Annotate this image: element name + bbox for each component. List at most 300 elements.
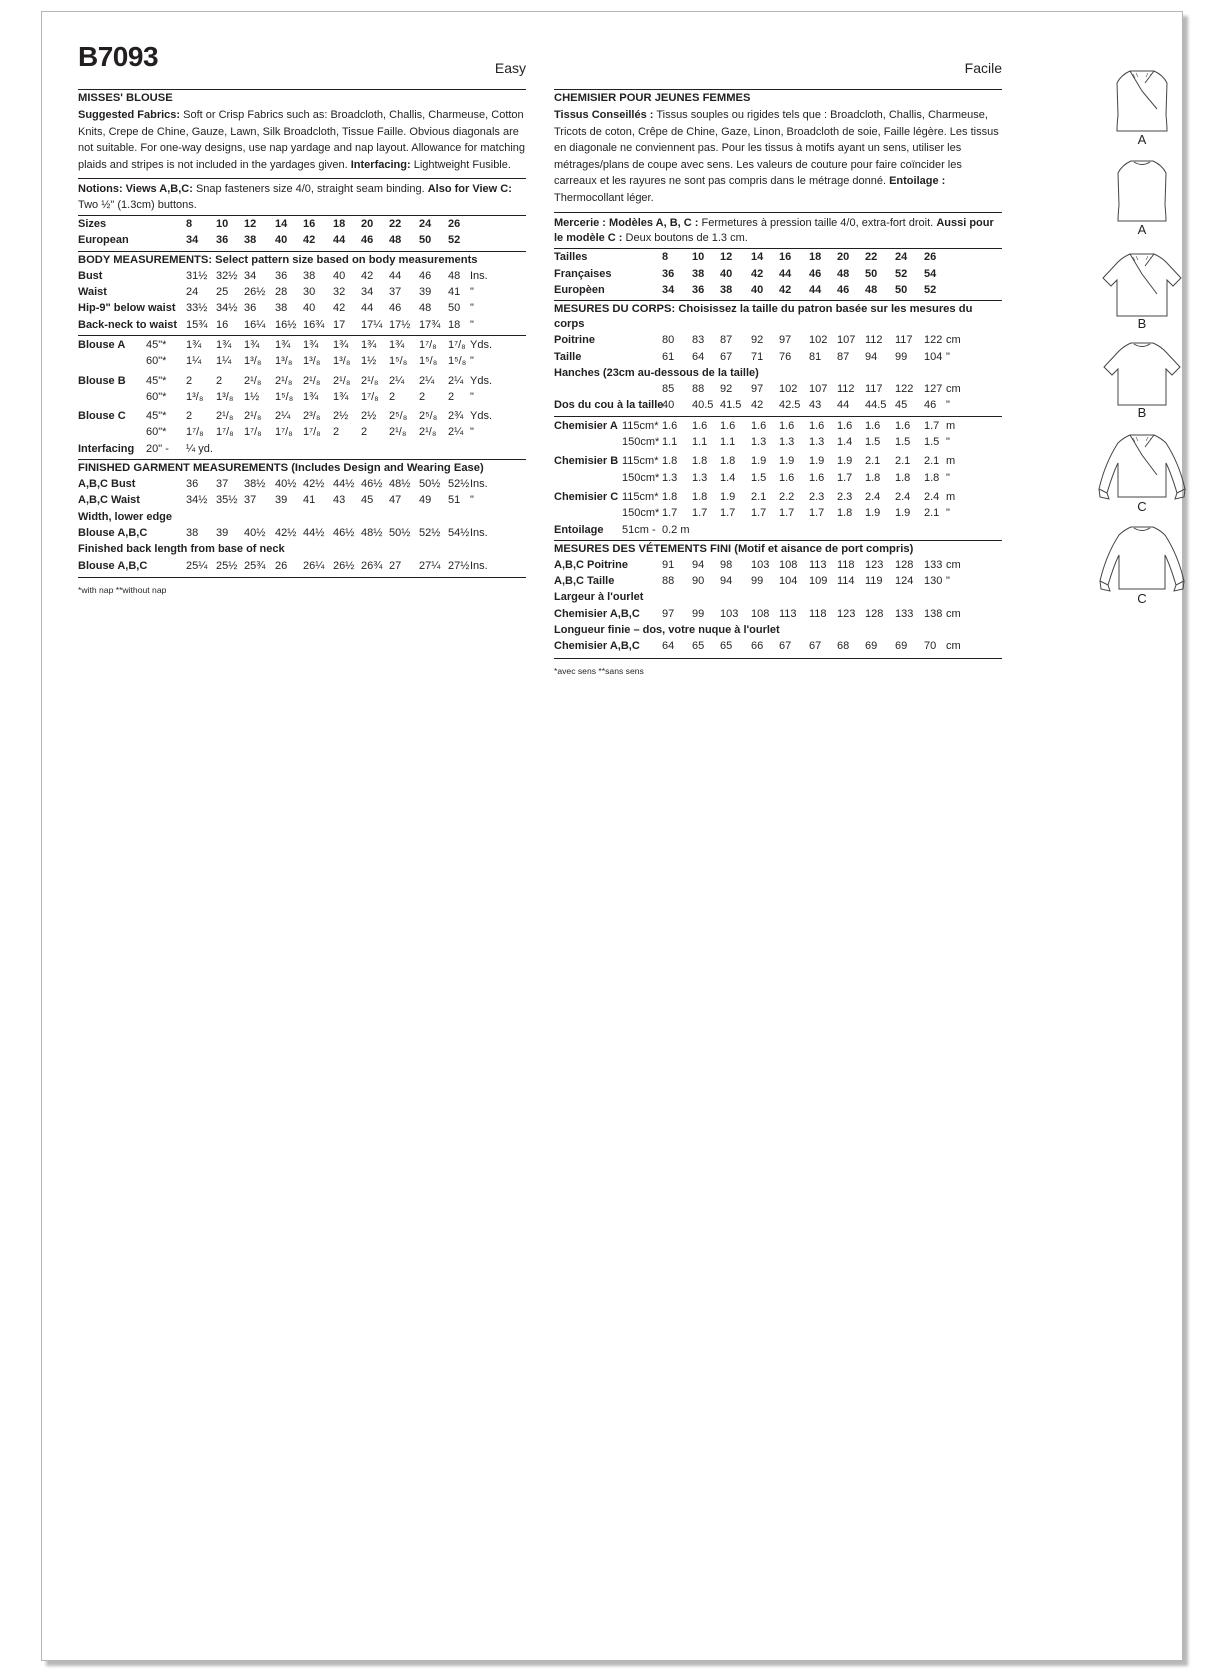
row-label: Largeur à l'ourlet [554, 591, 644, 604]
unit: Ins. [470, 269, 488, 282]
cell-value: 1.3 [662, 471, 678, 484]
cell-value: 8 [662, 251, 669, 264]
unit: Yds. [470, 410, 493, 423]
unit: Ins. [470, 559, 488, 572]
unit: m [946, 490, 956, 503]
blouse-back-short-sleeve-icon [1087, 341, 1197, 411]
cell-value: 42 [751, 399, 764, 412]
english-tables [78, 216, 526, 577]
cell-value: 52 [924, 283, 937, 296]
cell-value: 1.7 [924, 419, 940, 432]
cell-value: 1³/₈ [244, 355, 262, 368]
cell-value: 26¾ [361, 559, 383, 572]
cell-value: 67 [809, 640, 822, 653]
cell-value: 1³/₈ [303, 355, 321, 368]
cell-value: 1⁵/₈ [448, 355, 467, 368]
cell-value: 1.7 [809, 507, 825, 520]
row-label: Chemisier A [554, 419, 618, 432]
view-label: C [1137, 499, 1147, 514]
cell-value: 38 [303, 269, 316, 282]
cell-value: 46½ [333, 526, 355, 539]
cell-value: 80 [662, 334, 675, 347]
backneck-row [554, 397, 1002, 413]
cell-value: 1.7 [751, 507, 767, 520]
cell-value: 25 [216, 286, 229, 299]
cell-value: 1.6 [865, 419, 881, 432]
cell-value: 52½ [448, 478, 470, 491]
cell-value: 20 [361, 218, 374, 231]
cell-value: 1.1 [692, 436, 708, 449]
cell-value: 92 [720, 383, 733, 396]
view-label: A [1137, 132, 1147, 147]
cell-value: 16 [779, 251, 792, 264]
cell-value: 65 [692, 640, 705, 653]
cell-value: 2.1 [751, 490, 767, 503]
yardage-row [554, 434, 1002, 450]
cell-value: 1⁷/₈ [419, 338, 437, 351]
cell-value: 1.3 [692, 471, 708, 484]
cell-value: 25¾ [244, 559, 266, 572]
interfacing-row [554, 522, 1002, 538]
cell-value: 46 [837, 283, 850, 296]
cell-value: 1.6 [837, 419, 853, 432]
cell-value: 2¼ [448, 426, 464, 439]
cell-value: 2 [186, 410, 193, 423]
cell-value: 25¼ [186, 559, 208, 572]
view-a-back-sketch [1087, 159, 1197, 237]
european-row [554, 282, 1002, 298]
cell-value: 99 [751, 575, 764, 588]
european-row [78, 232, 526, 248]
yardage-row [78, 424, 526, 440]
finished-waist-row [78, 492, 526, 508]
cell-value: 44 [361, 302, 374, 315]
cell-value: 36 [275, 269, 288, 282]
cell-value: 39 [419, 286, 432, 299]
notions-paragraph [78, 182, 526, 213]
cell-value: 27½ [448, 559, 470, 572]
cell-value: 35½ [216, 494, 238, 507]
row-label: Hanches (23cm au-dessous de la taille) [554, 366, 759, 379]
cell-value: 52 [448, 234, 461, 247]
interfacing-text: Lightweight Fusible. [413, 158, 511, 171]
cell-value: 117 [895, 334, 913, 347]
notions-paragraph-fr [554, 216, 1002, 247]
cell-value: 67 [720, 350, 733, 363]
cell-value: 1.9 [751, 455, 767, 468]
cell-value: 50 [865, 267, 878, 280]
cell-value: 10 [216, 218, 229, 231]
view-c-back-sketch [1087, 525, 1197, 606]
cell-value: 38 [692, 267, 705, 280]
cell-value: 27 [389, 559, 402, 572]
cell-value: 97 [751, 383, 764, 396]
cell-value: 90 [692, 575, 705, 588]
cell-value: 133 [895, 607, 914, 620]
cell-value: 92 [751, 334, 764, 347]
cell-value: 50 [419, 234, 432, 247]
cell-value: 133 [924, 558, 943, 571]
cell-value: 44½ [333, 478, 355, 491]
notions-text: Snap fasteners size 4/0, straight seam binding. [195, 183, 425, 196]
fabrics-label-fr: Tissus Conseillés : [554, 109, 654, 121]
cell-value: 1.4 [837, 436, 853, 449]
unit: " [470, 390, 474, 403]
cell-value: 2¹/₈ [216, 410, 234, 423]
fabric-width: 115cm* [622, 490, 659, 503]
difficulty-level-fr: Facile [964, 60, 1002, 76]
cell-value: 2 [361, 426, 368, 439]
cell-value: 24 [186, 286, 199, 299]
row-label: A,B,C Bust [78, 478, 136, 491]
cell-value: 46 [389, 302, 402, 315]
cell-value: 1.5 [751, 471, 767, 484]
cell-value: 38 [244, 234, 257, 247]
cell-value: 113 [809, 558, 827, 571]
sizes-row [554, 249, 1002, 265]
cell-value: 46½ [361, 478, 383, 491]
cell-value: 99 [895, 350, 908, 363]
cell-value: 1³/₈ [275, 355, 293, 368]
cell-value: 2 [333, 426, 340, 439]
cell-value: 40½ [244, 526, 266, 539]
cell-value: 1⁵/₈ [389, 355, 408, 368]
row-label: Waist [78, 286, 107, 299]
row-label: Finished back length from base of neck [78, 543, 285, 556]
cell-value: 2¹/₈ [275, 374, 293, 387]
yardage-row [78, 373, 526, 389]
cell-value: 1.9 [809, 455, 825, 468]
interfacing-row [78, 441, 526, 457]
cell-value: 108 [751, 607, 770, 620]
cell-value: 2¹/₈ [361, 374, 379, 387]
cell-value: 102 [809, 334, 828, 347]
cell-value: 1.8 [720, 455, 736, 468]
cell-value: 71 [751, 350, 764, 363]
notions-label: Notions: Views A,B,C: [78, 183, 193, 196]
fabric-width: 115cm* [622, 419, 659, 432]
cell-value: 31½ [186, 269, 208, 282]
row-label: Tailles [554, 251, 588, 264]
cell-value: 117 [865, 383, 883, 396]
row-label: Blouse A,B,C [78, 526, 148, 539]
width-lower-heading [78, 509, 526, 525]
cell-value: 1⁷/₈ [361, 390, 379, 403]
fabrics-paragraph [78, 107, 526, 173]
view-b-back-sketch [1087, 341, 1197, 420]
cell-value: 1¾ [303, 390, 319, 403]
cell-value: 1.8 [692, 490, 708, 503]
unit: cm [946, 334, 961, 347]
cell-value: 48 [448, 269, 461, 282]
unit: cm [946, 640, 961, 653]
yardage-row [554, 453, 1002, 469]
row-label: Bust [78, 269, 103, 282]
cell-value: 44 [333, 234, 346, 247]
row-label: Europèen [554, 283, 605, 296]
row-label: Taille [554, 350, 582, 363]
cell-value: 28 [275, 286, 288, 299]
cell-value: 64 [692, 350, 705, 363]
cell-value: 16 [216, 318, 229, 331]
cell-value: 47 [389, 494, 402, 507]
yardage-row [554, 418, 1002, 434]
row-label: Blouse B [78, 374, 126, 387]
width-lower-heading [554, 589, 1002, 605]
cell-value: 1.8 [662, 490, 678, 503]
cell-value: 36 [692, 283, 705, 296]
section-rule [554, 540, 1002, 541]
cell-value: 2⁵/₈ [419, 410, 438, 423]
cell-value: 34½ [216, 302, 238, 315]
body-measurement-row [78, 268, 526, 284]
header-rule [78, 89, 526, 90]
cell-value: 1.5 [924, 436, 940, 449]
body-measurement-row [78, 284, 526, 300]
cell-value: 38 [720, 283, 733, 296]
cell-value: 24 [895, 251, 908, 264]
width-lower-row [78, 525, 526, 541]
cell-value: 2.1 [924, 455, 940, 468]
cell-value: 50 [895, 283, 908, 296]
cell-value: 1¾ [186, 338, 202, 351]
view-b-front-sketch [1087, 252, 1197, 331]
cell-value: 10 [692, 251, 705, 264]
cell-value: 42.5 [779, 399, 801, 412]
back-length-row [554, 638, 1002, 654]
unit: Yds. [470, 338, 493, 351]
cell-value: 103 [720, 607, 739, 620]
cell-value: 1¾ [361, 338, 377, 351]
fabric-width: 51cm - [622, 523, 656, 536]
unit: Ins. [470, 526, 488, 539]
unit: Yds. [470, 374, 493, 387]
notions-label-fr: Mercerie : Modèles A, B, C : [554, 216, 699, 229]
cell-value: 18 [448, 318, 461, 331]
cell-value: 17 [333, 318, 346, 331]
cell-value: 44½ [303, 526, 325, 539]
cell-value: 1⁷/₈ [448, 338, 466, 351]
cell-value: 1¾ [244, 338, 260, 351]
row-label: Sizes [78, 218, 107, 231]
cell-value: 40½ [275, 478, 297, 491]
cell-value: 42 [751, 267, 764, 280]
cell-value: 1³/₈ [186, 390, 204, 403]
cell-value: 39 [275, 494, 288, 507]
cell-value: 1.6 [809, 419, 825, 432]
cell-value: 1.5 [895, 436, 911, 449]
english-column [78, 41, 526, 595]
fabrics-text-fr: Tissus souples ou rigides tels que : Broadcloth, Challis, Charmeuse, Tricots de coton, Crêpe de Chine, Gaze, Linon, Broadcloth de soie, Faille légère. Les tissus en diagonale ne conviennent pas. Pour les tissus à motifs ayant un sens, utiliser les métrages/plans de coupe avec sens. Les valeurs de couture pour faire coïncider les carreaux et les rayures ne sont pas compris dans le métrage donné. [554, 109, 999, 188]
cell-value: 17½ [389, 318, 411, 331]
fabrics-label: Suggested Fabrics: [78, 109, 181, 121]
cell-value: 44 [837, 399, 850, 412]
finished-bust-row [78, 476, 526, 492]
row-label: A,B,C Taille [554, 575, 615, 588]
cell-value: 107 [809, 383, 828, 396]
cell-value: 81 [809, 350, 822, 363]
cell-value: 26½ [333, 559, 355, 572]
cell-value: 124 [895, 575, 914, 588]
yardage-row [78, 408, 526, 424]
cell-value: 1.9 [837, 455, 853, 468]
cell-value: 38 [186, 526, 199, 539]
cell-value: 52 [895, 267, 908, 280]
row-label: Entoilage [554, 523, 604, 536]
french-tables [554, 249, 1002, 657]
bottom-rule [78, 577, 526, 578]
row-label: Blouse C [78, 410, 126, 423]
unit: cm [946, 558, 961, 571]
view-label: B [1137, 405, 1147, 420]
cell-value: 34 [361, 286, 374, 299]
cell-value: 44.5 [865, 399, 887, 412]
cell-value: 42½ [303, 478, 325, 491]
row-label: Hip-9" below waist [78, 302, 176, 315]
cell-value: 76 [779, 350, 792, 363]
cell-value: 1.9 [779, 455, 795, 468]
view-c-front-sketch [1087, 433, 1197, 514]
cell-value: 2 [216, 374, 223, 387]
header-fr [554, 48, 1002, 89]
body-measurement-row [78, 300, 526, 316]
cell-value: 1.8 [662, 455, 678, 468]
cell-value: 45 [361, 494, 374, 507]
wrap-blouse-sleeveless-icon [1087, 69, 1197, 137]
cell-value: 42 [361, 269, 374, 282]
cell-value: 44 [809, 283, 822, 296]
cell-value: 1¾ [333, 390, 349, 403]
cell-value: 130 [924, 575, 943, 588]
cell-value: 34 [662, 283, 675, 296]
cell-value: 70 [924, 640, 937, 653]
cell-value: 118 [837, 558, 855, 571]
cell-value: 1.7 [692, 507, 708, 520]
row-label: European [78, 234, 129, 247]
cell-value: 50½ [389, 526, 411, 539]
cell-value: 48 [419, 302, 432, 315]
row-label: Longueur finie – dos, votre nuque à l'ourlet [554, 624, 780, 637]
interfacing-label-fr: Entoilage : [889, 175, 946, 188]
pattern-envelope-back-sheet [41, 11, 1183, 1661]
back-length-heading [78, 541, 526, 557]
unit: " [946, 399, 950, 412]
cell-value: 1⁷/₈ [303, 426, 321, 439]
view-a-front-sketch [1087, 69, 1197, 147]
cell-value: 1.6 [662, 419, 678, 432]
difficulty-level: Easy [494, 60, 526, 76]
cell-value: 1.9 [865, 507, 881, 520]
cell-value: 69 [865, 640, 878, 653]
cell-value: 43 [809, 399, 822, 412]
cell-value: 24 [419, 218, 432, 231]
cell-value: 36 [216, 234, 229, 247]
cell-value: 26 [275, 559, 288, 572]
cell-value: 1.8 [865, 471, 881, 484]
cell-value: 1⁷/₈ [216, 426, 234, 439]
cell-value: 1.6 [692, 419, 708, 432]
unit: m [946, 455, 956, 468]
cell-value: 88 [662, 575, 675, 588]
section-rule [554, 212, 1002, 213]
wrap-blouse-short-sleeve-icon [1087, 252, 1197, 322]
cell-value: 18 [809, 251, 822, 264]
cell-value: 1.8 [837, 507, 853, 520]
row-label: Chemisier A,B,C [554, 607, 640, 620]
cell-value: 119 [865, 575, 883, 588]
cell-value: 87 [837, 350, 850, 363]
cell-value: 1¼ [186, 355, 202, 368]
cell-value: 2¹/₈ [244, 410, 262, 423]
unit: " [470, 355, 474, 368]
cell-value: 36 [186, 478, 199, 491]
cell-value: 42 [303, 234, 316, 247]
cell-value: 32 [333, 286, 346, 299]
unit: cm [946, 383, 961, 396]
cell-value: 48½ [361, 526, 383, 539]
cell-value: 34½ [186, 494, 208, 507]
row-label: Blouse A,B,C [78, 559, 148, 572]
cell-value: 2.4 [924, 490, 940, 503]
cell-value: 51 [448, 494, 461, 507]
footnote: *with nap **without nap [78, 584, 167, 595]
cell-value: 2.2 [779, 490, 795, 503]
cell-value: 0.2 m [662, 523, 690, 536]
cell-value: 1.7 [779, 507, 795, 520]
section-rule [554, 416, 1002, 417]
cell-value: 27¼ [419, 559, 441, 572]
french-sizes-row [554, 266, 1002, 282]
cell-value: 50 [448, 302, 461, 315]
cell-value: 15¾ [186, 318, 208, 331]
fabric-width: 45"* [146, 338, 167, 351]
cell-value: 26¼ [303, 559, 325, 572]
cell-value: 1.6 [779, 419, 795, 432]
interfacing-label: Interfacing: [350, 158, 411, 171]
cell-value: 1¾ [333, 338, 349, 351]
cell-value: 26 [924, 251, 937, 264]
cell-value: 48½ [389, 478, 411, 491]
cell-value: 16¾ [303, 318, 325, 331]
garment-title-fr: CHEMISIER POUR JEUNES FEMMES [554, 92, 751, 104]
fabric-width: 45"* [146, 374, 167, 387]
cell-value: 2½ [333, 410, 349, 423]
cell-value: 34 [244, 269, 257, 282]
cell-value: 122 [924, 334, 943, 347]
cell-value: 2 [419, 390, 426, 403]
cell-value: 2.4 [895, 490, 911, 503]
cell-value: 2.3 [837, 490, 853, 503]
cell-value: 2 [186, 374, 193, 387]
cell-value: 37 [216, 478, 229, 491]
cell-value: 54½ [448, 526, 470, 539]
view-label: C [1137, 591, 1147, 606]
row-label: Chemisier C [554, 490, 619, 503]
cell-value: 25½ [216, 559, 238, 572]
unit: " [470, 494, 474, 507]
cell-value: 8 [186, 218, 193, 231]
cell-value: 1.6 [751, 419, 767, 432]
cell-value: 2¹/₈ [303, 374, 321, 387]
cell-value: 1⁷/₈ [186, 426, 204, 439]
cell-value: 138 [924, 607, 943, 620]
cell-value: 1⁵/₈ [275, 390, 294, 403]
header-rule [554, 89, 1002, 90]
cell-value: 107 [837, 334, 856, 347]
cell-value: 123 [837, 607, 856, 620]
cell-value: 37 [389, 286, 402, 299]
cell-value: 85 [662, 383, 675, 396]
